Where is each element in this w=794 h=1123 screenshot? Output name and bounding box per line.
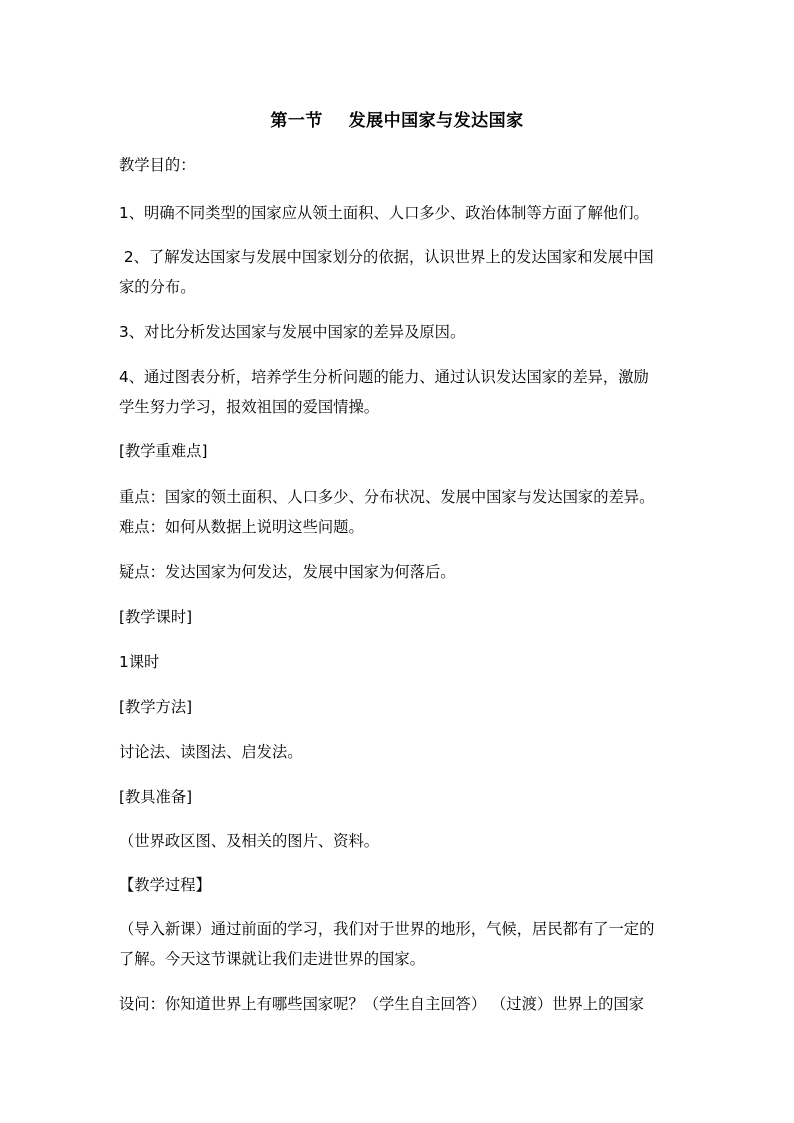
class-hours-value: 1课时	[119, 653, 160, 671]
doubt-point: 疑点：发达国家为何发达，发展中国家为何落后。	[119, 563, 456, 581]
heading-teaching-process: 【教学过程】	[119, 876, 211, 894]
difficult-point: 难点：如何从数据上说明这些问题。	[119, 518, 364, 536]
key-point: 重点：国家的领土面积、人口多少、分布状况、发展中国家与发达国家的差异。	[119, 488, 655, 506]
objective-2-line-1: 2、了解发达国家与发展中国家划分的依据，认识世界上的发达国家和发展中国	[119, 248, 654, 266]
teaching-aids-value: （世界政区图、及相关的图片、资料。	[119, 832, 380, 850]
objective-4-line-1: 4、通过图表分析，培养学生分析问题的能力、通过认识发达国家的差异，激励	[119, 368, 649, 386]
objective-1: 1、明确不同类型的国家应从领土面积、人口多少、政治体制等方面了解他们。	[119, 204, 649, 222]
heading-key-points: [教学重难点]	[119, 442, 208, 460]
question-line: 设问：你知道世界上有哪些国家呢？（学生自主回答） （过渡）世界上的国家	[119, 995, 644, 1013]
objective-4-line-2: 学生努力学习，报效祖国的爱国情操。	[119, 398, 380, 416]
heading-teaching-objectives: 教学目的：	[119, 156, 196, 174]
heading-teaching-methods: [教学方法]	[119, 698, 193, 716]
objective-2-line-2: 家的分布。	[119, 278, 196, 296]
objective-3: 3、对比分析发达国家与发展中国家的差异及原因。	[119, 323, 466, 341]
intro-line-2: 了解。今天这节课就让我们走进世界的国家。	[119, 950, 425, 968]
teaching-methods-value: 讨论法、读图法、启发法。	[119, 743, 303, 761]
section-title: 第一节 发展中国家与发达国家	[270, 111, 524, 131]
heading-teaching-aids: [教具准备]	[119, 788, 193, 806]
heading-class-hours: [教学课时]	[119, 608, 193, 626]
intro-line-1: （导入新课）通过前面的学习，我们对于世界的地形，气候，居民都有了一定的	[119, 920, 655, 938]
